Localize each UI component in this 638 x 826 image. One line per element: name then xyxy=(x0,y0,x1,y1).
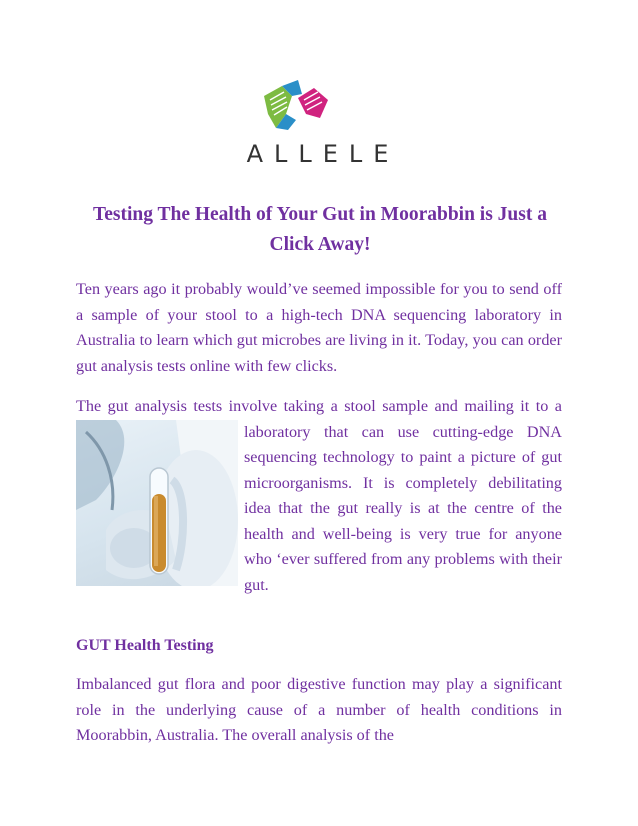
logo xyxy=(0,0,638,180)
stool-sample-test-tube-image xyxy=(76,420,238,586)
gut-tests-paragraph xyxy=(76,394,562,598)
test-tube-photo xyxy=(76,420,238,586)
brand-wordmark: ALLELE xyxy=(246,140,400,168)
gut-tests-first-line: The gut analysis tests involve taking a stool sample and mailing it xyxy=(76,397,530,415)
gut-tests-continued: to a laboratory that can use cutting-edge DNA sequencing technology to paint a picture of gut microorganisms. It is completely debilitating idea that the gut really is at the centre of the health and well-being is very true for anyone who ‘ever suffered from any problems with their gut. xyxy=(244,397,562,594)
gut-health-testing-heading: GUT Health Testing xyxy=(76,637,214,654)
imbalance-paragraph: Imbalanced gut flora and poor digestive function may play a significant role in the underlying cause of a number of health conditions in Moorabbin, Australia. The overall analysis of the xyxy=(76,675,562,744)
allele-dna-logo-icon xyxy=(258,76,334,132)
page-title: Testing The Health of Your Gut in Moorabbin is Just a Click Away! xyxy=(92,204,547,255)
intro-paragraph: Ten years ago it probably would’ve seemed impossible for you to send off a sample of your stool to a high-tech DNA sequencing laboratory in Australia to learn which gut microbes are living in it. Today, you can order gut analysis tests online with few clicks. xyxy=(76,280,562,375)
